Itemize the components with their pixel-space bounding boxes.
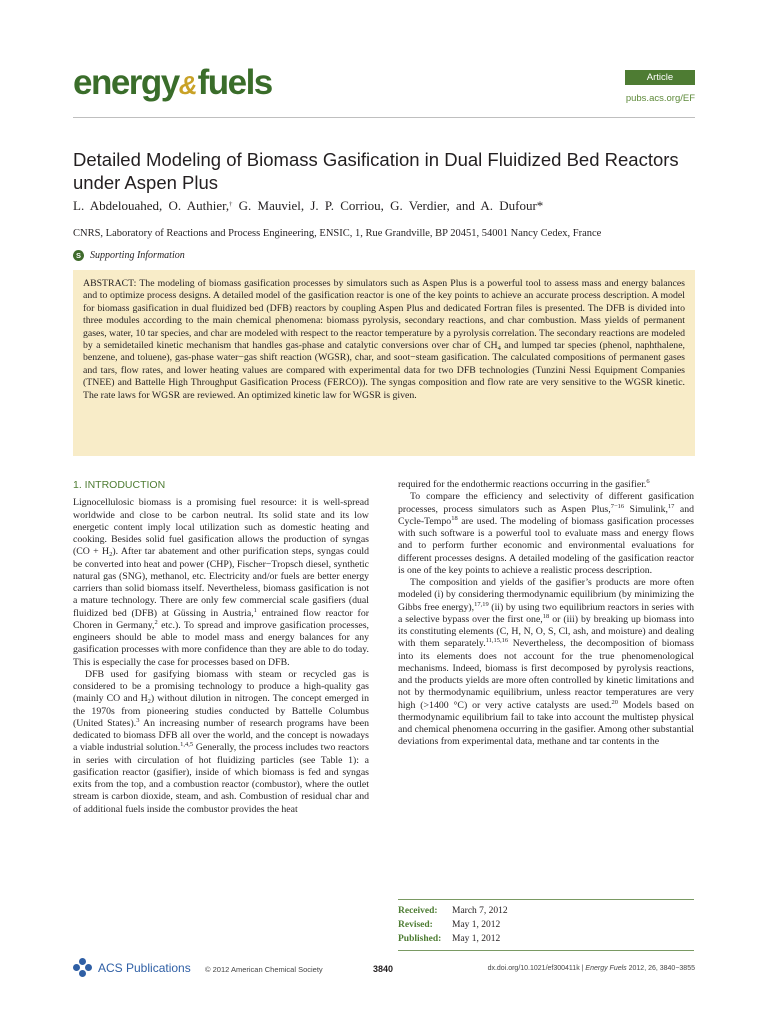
text-run: etc.). To spread and improve gasification processes, engineers should be able to model mass and energy balances for any gasification processes with more confidence than they are able to do today. This is especially the case for processes based on DFB. <box>73 619 370 668</box>
supporting-information-link[interactable] <box>73 250 185 261</box>
reference-link[interactable]: 6 <box>646 478 650 485</box>
received-date: March 7, 2012 <box>452 906 508 916</box>
text-run: Generally, the process includes two reactors in series with circulation of hot fluidizing particles (see Table 1): a gasification reactor (gasifier), inside of which biomass is fed and syngas exits from the top, and a combustion reactor (combustor), where the outlet stream is carbon dioxide, steam, and ash. Combustion of residual char and of additional fuels inside the combustor provides the heat <box>73 742 369 815</box>
reference-link[interactable]: 17 <box>667 502 675 510</box>
reference-link[interactable]: 18 <box>451 514 458 522</box>
text-run: (ii) by using two equilibrium reactors in series with a selective bypass over the first one, <box>398 601 695 625</box>
dagger-mark: † <box>229 201 233 208</box>
page-number: 3840 <box>373 964 394 974</box>
reference-link[interactable]: 18 <box>542 612 550 620</box>
reference-link[interactable]: 17,19 <box>474 600 489 608</box>
doi-citation <box>488 965 695 972</box>
section-heading-introduction: 1. INTRODUCTION <box>73 479 166 491</box>
abstract-box <box>73 270 695 456</box>
publication-dates <box>398 899 694 951</box>
journal-logo <box>73 64 272 104</box>
abstract-text-1: The modeling of biomass gasification processes by simulators such as Aspen Plus is a powerful tool to assess mass and energy balances and to optimize process designs. A detailed model of the gasification reactor is one of the key points to achieve an accurate process description. A model for biomass gasification in dual fluidized bed (DFB) reactors by coupling Aspen Plus and dedicated Fortran files is presented. The DFB is divided into three modules according to the main chemical phenomena: biomass pyrolysis, secondary reactions, and char combustion. Mass yields of permanent gases, water, 10 tar species, and char are modeled with respect to the reactor temperature by a pyrolysis correlation. The secondary reactions are modeled by a semidetailed kinetic mechanism that handles gas-phase and catalytic conversions over char of CH <box>83 278 685 352</box>
abstract-text-2: and lumped tar species (phenol, naphthalene, benzene, and toluene), gas-phase water−gas shift reaction (WGSR), char, and soot−steam gasification. The calculated compositions of permanent gases and tars, flow rates, and lower heating values are compared with experimental data for two DFB technologies (Tunzini Nessi Equipment Companies (TNEE) and Battelle High Throughput Gasification Process (FERCO)). The syngas composition and flow rate are very sensitive to the WGSR kinetic. The rate laws for WGSR are reviewed. An optimized kinetic law for WGSR is given. <box>83 340 685 401</box>
abstract-label: ABSTRACT: <box>83 278 137 289</box>
subscript: 2 <box>109 551 113 559</box>
acs-publications-logo[interactable] <box>73 958 191 978</box>
supporting-info-label: Supporting Information <box>90 250 185 261</box>
journal-url-link[interactable]: pubs.acs.org/EF <box>625 93 695 104</box>
revised-row <box>398 918 694 932</box>
citation-details: 2012, 26, 3840−3855 <box>626 965 695 972</box>
paper-title: Detailed Modeling of Biomass Gasification in Dual Fluidized Bed Reactors under Aspen Plus <box>73 149 679 193</box>
text-run: and Cycle-Tempo <box>398 503 694 527</box>
reference-link[interactable]: 3 <box>136 716 140 724</box>
text-run: The composition and yields of the gasifier’s products are more often modeled (i) by considering thermodynamic equilibrium (by minimizing the Gibbs free energy), <box>398 577 694 613</box>
text-run: An increasing number of research programs have been dedicated to biomass DFB all over the world, and the concept is nowadays a viable industrial solution. <box>73 717 369 754</box>
authors-first: L. Abdelouahed, O. Authier, <box>73 198 230 213</box>
received-row <box>398 904 694 918</box>
paragraph <box>73 669 369 816</box>
abstract-sub-4: 4 <box>497 345 501 353</box>
text-run: DFB used for gasifying biomass with steam or recycled gas is considered to be a promising technology to produce a high-quality gas (mainly CO and H <box>73 668 369 705</box>
published-row <box>398 932 694 946</box>
logo-prefix: energy <box>73 63 179 102</box>
page-footer <box>73 958 695 984</box>
paragraph <box>398 577 694 749</box>
text-run: Simulink, <box>624 503 668 515</box>
text-run: ) without dilution in nitrogen. The concept emerged in the 1970s from pioneering studies conducted by Battelle Columbus (United States). <box>73 693 369 729</box>
reference-link[interactable]: 7−16 <box>610 502 625 510</box>
text-run: required for the endothermic reactions occurring in the gasifier. <box>398 479 647 490</box>
text-run: entrained flow reactor for Choren in Germany, <box>73 607 369 631</box>
logo-suffix: fuels <box>197 63 272 102</box>
author-list <box>73 198 695 214</box>
text-run: Models based on thermodynamic equilibrium fail to take into account the multistep physical and chemical phenomena occurring in the gasifier. Among other substantial deviations from experimental data, methane and tar contents in the <box>398 699 695 748</box>
text-run: Lignocellulosic biomass is a promising fuel resource: it is well-spread worldwide and close to be carbon neutral. Its solid state and its low energetic content imply local utilization such as domestic heating and cooking. Besides solid fuel gasification allows the production of syngas (CO + H <box>73 497 369 558</box>
publisher-name: ACS Publications <box>98 961 191 975</box>
text-run: are used. The modeling of biomass gasification processes with such software is a powerful tool to evaluate mass and energy flows and to perform further economic and environmental evaluations for different processes designs. A detailed modeling of the gasification reactor is one of the key points to achieve a realistic process description. <box>398 515 694 576</box>
published-date: May 1, 2012 <box>452 934 501 944</box>
reference-link[interactable]: 1,4,5 <box>180 741 194 749</box>
text-run: To compare the efficiency and selectivity of different gasification processes, process simulators such as Aspen Plus, <box>398 491 694 515</box>
left-column <box>73 479 369 816</box>
paragraph <box>398 491 694 577</box>
article-type-badge: Article <box>625 70 695 85</box>
text-run: Nevertheless, the decomposition of biomass into its elements does not account for the true phenomenological mechanisms. Indeed, biomass is first decomposed by pyrolysis reactions, and the products yields are more often controlled by kinetic limitations and not by thermodynamic equilibrium, unless reactor temperatures are very high (>1400 °C) or very active catalysts are used. <box>398 638 694 711</box>
published-label: Published: <box>398 934 442 944</box>
header-divider <box>73 117 695 118</box>
revised-label: Revised: <box>398 920 433 930</box>
citation-separator: | <box>579 965 586 972</box>
logo-ampersand: & <box>178 70 198 100</box>
affiliation: CNRS, Laboratory of Reactions and Process Engineering, ENSIC, 1, Rue Grandville, BP 20451, 54001 Nancy Cedex, France <box>73 228 602 239</box>
reference-link[interactable]: 20 <box>611 698 618 706</box>
revised-date: May 1, 2012 <box>452 920 501 930</box>
doi-link[interactable]: dx.doi.org/10.1021/ef300411k <box>487 965 580 972</box>
subscript: 2 <box>147 698 151 706</box>
text-run: ). After tar abatement and other purification steps, syngas could be converted into heat and power (CHP), Fischer−Tropsch diesel, synthetic natural gas (SNG), methanol, etc. Electricity and/or fuels are better energy carriers than solid biomass itself. Nevertheless, biomass gasification is not a mature technology. There are only few commercial scale gasifiers (dual fluidized bed (DFB) at Güssing in Austria, <box>73 546 369 619</box>
right-column <box>398 479 694 749</box>
authors-rest: G. Mauviel, J. P. Corriou, G. Verdier, and A. Dufour* <box>232 198 544 213</box>
journal-abbrev: Energy Fuels <box>585 965 627 972</box>
journal-masthead <box>73 62 695 110</box>
supporting-info-icon: S <box>73 250 84 261</box>
reference-link[interactable]: 1 <box>253 606 257 614</box>
acs-hexagon-icon <box>73 958 93 978</box>
reference-link[interactable]: 2 <box>154 618 158 626</box>
received-label: Received: <box>398 906 438 916</box>
copyright-notice: © 2012 American Chemical Society <box>205 965 323 974</box>
reference-link[interactable]: 11,15,16 <box>485 637 509 645</box>
paragraph <box>73 497 369 669</box>
text-run: or (iii) by breaking up biomass into its constituting elements (C, H, N, O, S, Cl, ash, and moisture) and dealing with them separately. <box>398 613 695 650</box>
paragraph <box>398 479 694 491</box>
